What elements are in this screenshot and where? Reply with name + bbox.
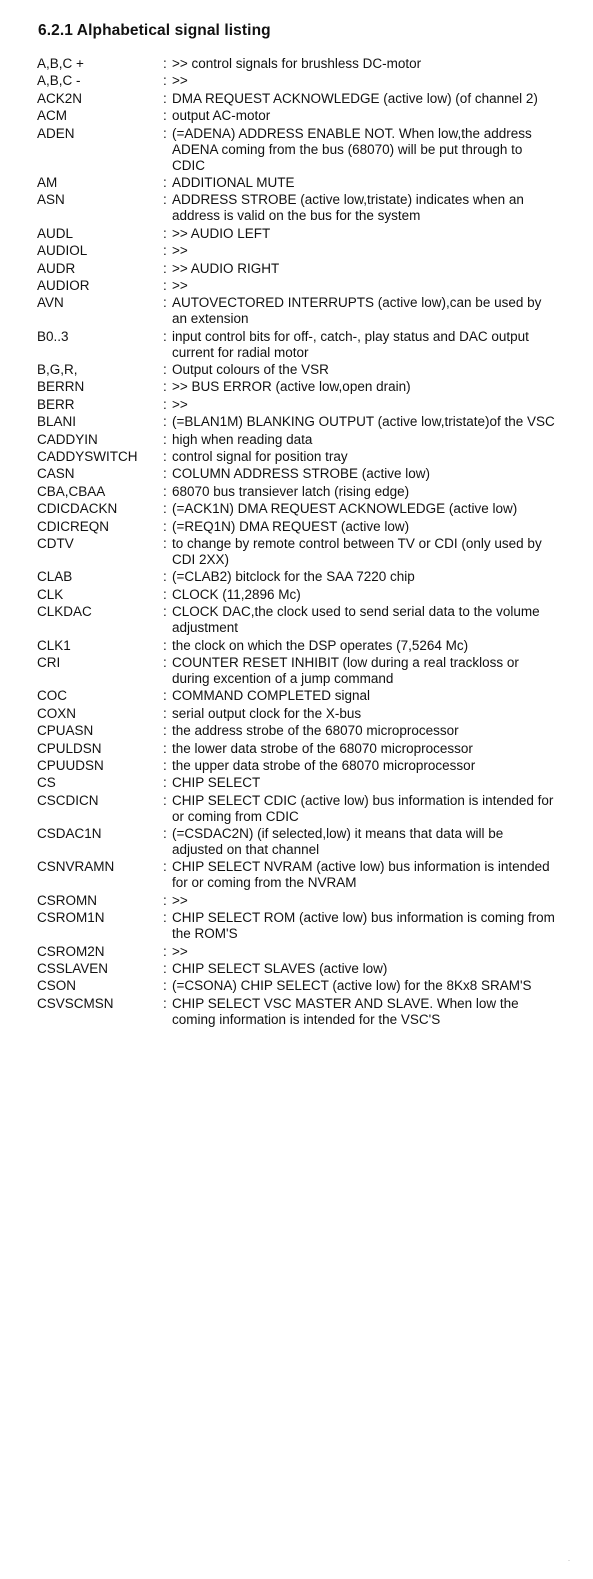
signal-row	[37, 484, 557, 500]
signal-name: CDTV	[37, 535, 74, 551]
signal-row	[37, 638, 557, 654]
colon-separator: :	[163, 892, 167, 908]
signal-name: CASN	[37, 466, 75, 482]
signal-row	[37, 329, 557, 361]
signal-row	[37, 192, 557, 224]
colon-separator: :	[163, 654, 167, 670]
colon-separator: :	[163, 740, 167, 756]
signal-name: COXN	[37, 705, 77, 721]
signal-name: CSROM2N	[37, 943, 105, 959]
signal-row	[37, 688, 557, 704]
signal-name: B,G,R,	[37, 362, 78, 378]
colon-separator: :	[163, 362, 167, 378]
signal-description: high when reading data	[172, 431, 313, 447]
signal-description: output AC-motor	[172, 108, 271, 124]
signal-name: CS	[37, 775, 56, 791]
colon-separator: :	[163, 243, 167, 259]
signal-row	[37, 793, 557, 825]
signal-description: (=ADENA) ADDRESS ENABLE NOT. When low,the address ADENA coming from the bus (68070) will be put through to CDIC	[172, 125, 532, 173]
colon-separator: :	[163, 688, 167, 704]
colon-separator: :	[163, 73, 167, 89]
signal-row	[37, 758, 557, 774]
signal-name: CRI	[37, 654, 61, 670]
colon-separator: :	[163, 586, 167, 602]
signal-row	[37, 56, 557, 72]
colon-separator: :	[163, 961, 167, 977]
signal-description: CHIP SELECT NVRAM (active low) bus information is intended for or coming from the NVRAM	[172, 859, 550, 891]
signal-name: CSDAC1N	[37, 826, 102, 842]
signal-row	[37, 775, 557, 791]
signal-description: the upper data strobe of the 68070 microprocessor	[172, 757, 476, 773]
colon-separator: :	[163, 90, 167, 106]
signal-name: CSVSCMSN	[37, 995, 114, 1011]
signal-name: BLANI	[37, 414, 77, 430]
signal-name: CSCDICN	[37, 792, 99, 808]
signal-description: CHIP SELECT VSC MASTER AND SLAVE. When low the coming information is intended for the VSC'S	[172, 995, 519, 1027]
signal-description: (=BLAN1M) BLANKING OUTPUT (active low,tristate)of the VSC	[172, 414, 555, 430]
signal-description: CLOCK DAC,the clock used to send serial data to the volume adjustment	[172, 604, 540, 636]
signal-description: ADDRESS STROBE (active low,tristate) indicates when an address is valid on the bus for the system	[172, 192, 524, 224]
signal-name: B0..3	[37, 328, 69, 344]
signal-row	[37, 261, 557, 277]
signal-name: CPULDSN	[37, 740, 102, 756]
colon-separator: :	[163, 295, 167, 311]
signal-description: DMA REQUEST ACKNOWLEDGE (active low) (of channel 2)	[172, 90, 538, 106]
signal-name: CDICDACKN	[37, 501, 118, 517]
signal-row	[37, 295, 557, 327]
signal-description: CHIP SELECT ROM (active low) bus information is coming from the ROM'S	[172, 910, 555, 942]
signal-description: (=REQ1N) DMA REQUEST (active low)	[172, 518, 410, 534]
colon-separator: :	[163, 535, 167, 551]
colon-separator: :	[163, 192, 167, 208]
signal-row	[37, 243, 557, 259]
signal-row	[37, 432, 557, 448]
signal-description: COMMAND COMPLETED signal	[172, 688, 371, 704]
colon-separator: :	[163, 859, 167, 875]
signal-row	[37, 278, 557, 294]
signal-description: CHIP SELECT SLAVES (active low)	[172, 961, 388, 977]
colon-separator: :	[163, 483, 167, 499]
signal-name: A,B,C -	[37, 73, 81, 89]
signal-description: CHIP SELECT CDIC (active low) bus information is intended for or coming from CDIC	[172, 792, 554, 824]
signal-description: >>	[172, 892, 188, 908]
page-speck: ·	[568, 1558, 570, 1564]
signal-row	[37, 91, 557, 107]
signal-row	[37, 859, 557, 891]
signal-description: the clock on which the DSP operates (7,5264 Mc)	[172, 637, 469, 653]
colon-separator: :	[163, 569, 167, 585]
signal-description: (=CSONA) CHIP SELECT (active low) for the 8Kx8 SRAM'S	[172, 978, 532, 994]
signal-description: >>	[172, 396, 188, 412]
signal-row	[37, 961, 557, 977]
signal-description: input control bits for off-, catch-, play status and DAC output current for radial motor	[172, 328, 529, 360]
signal-description: control signal for position tray	[172, 449, 348, 465]
signal-row	[37, 723, 557, 739]
colon-separator: :	[163, 757, 167, 773]
colon-separator: :	[163, 449, 167, 465]
signal-description: CHIP SELECT	[172, 775, 261, 791]
colon-separator: :	[163, 56, 167, 71]
signal-name: CLKDAC	[37, 604, 92, 620]
signal-row	[37, 108, 557, 124]
signal-name: CSSLAVEN	[37, 961, 109, 977]
colon-separator: :	[163, 125, 167, 141]
signal-description: >> AUDIO LEFT	[172, 225, 271, 241]
colon-separator: :	[163, 108, 167, 124]
signal-name: CSROMN	[37, 892, 97, 908]
signal-row	[37, 536, 557, 568]
signal-name: ASN	[37, 192, 65, 208]
signal-name: BERR	[37, 396, 75, 412]
signal-row	[37, 73, 557, 89]
signal-description: (=ACK1N) DMA REQUEST ACKNOWLEDGE (active low)	[172, 501, 518, 517]
signal-row	[37, 604, 557, 636]
signal-row	[37, 362, 557, 378]
signal-description: Output colours of the VSR	[172, 362, 329, 378]
signal-name: CLK	[37, 586, 64, 602]
colon-separator: :	[163, 518, 167, 534]
signal-row	[37, 706, 557, 722]
signal-description: ADDITIONAL MUTE	[172, 174, 295, 190]
colon-separator: :	[163, 910, 167, 926]
signal-name: CPUUDSN	[37, 757, 104, 773]
signal-row	[37, 126, 557, 174]
signal-name: CDICREQN	[37, 518, 110, 534]
signal-name: CSNVRAMN	[37, 859, 115, 875]
signal-name: AUDL	[37, 225, 74, 241]
signal-name: BERRN	[37, 379, 85, 395]
signal-name: CADDYIN	[37, 431, 98, 447]
signal-description: serial output clock for the X-bus	[172, 705, 362, 721]
signal-row	[37, 996, 557, 1028]
signal-description: >> AUDIO RIGHT	[172, 260, 280, 276]
signal-name: COC	[37, 688, 67, 704]
signal-description: COUNTER RESET INHIBIT (low during a real trackloss or during excention of a jump command	[172, 654, 519, 686]
signal-name: AUDR	[37, 260, 76, 276]
signal-name: AUDIOL	[37, 243, 88, 259]
section-heading: 6.2.1 Alphabetical signal listing	[38, 22, 271, 39]
signal-row	[37, 379, 557, 395]
colon-separator: :	[163, 174, 167, 190]
colon-separator: :	[163, 414, 167, 430]
signal-description: >>	[172, 73, 188, 89]
signal-name: AM	[37, 174, 58, 190]
colon-separator: :	[163, 225, 167, 241]
signal-name: AVN	[37, 295, 64, 311]
signal-row	[37, 569, 557, 585]
colon-separator: :	[163, 826, 167, 842]
signal-description: >>	[172, 943, 188, 959]
signal-name: CADDYSWITCH	[37, 449, 138, 465]
signal-row	[37, 978, 557, 994]
signal-row	[37, 466, 557, 482]
signal-row	[37, 587, 557, 603]
signal-description: (=CLAB2) bitclock for the SAA 7220 chip	[172, 569, 415, 585]
signal-description: (=CSDAC2N) (if selected,low) it means that data will be adjusted on that channel	[172, 826, 504, 858]
signal-name: CLAB	[37, 569, 73, 585]
signal-description: CLOCK (11,2896 Mc)	[172, 586, 301, 602]
signal-description: 68070 bus transiever latch (rising edge)	[172, 483, 410, 499]
colon-separator: :	[163, 501, 167, 517]
colon-separator: :	[163, 466, 167, 482]
colon-separator: :	[163, 396, 167, 412]
colon-separator: :	[163, 705, 167, 721]
signal-row	[37, 501, 557, 517]
signal-description: the address strobe of the 68070 microprocessor	[172, 723, 459, 739]
colon-separator: :	[163, 431, 167, 447]
colon-separator: :	[163, 792, 167, 808]
signal-description: >>	[172, 243, 188, 259]
signal-description: COLUMN ADDRESS STROBE (active low)	[172, 466, 431, 482]
colon-separator: :	[163, 943, 167, 959]
signal-description: AUTOVECTORED INTERRUPTS (active low),can be used by an extension	[172, 295, 542, 327]
signal-list	[37, 56, 557, 1029]
colon-separator: :	[163, 260, 167, 276]
signal-row	[37, 893, 557, 909]
signal-name: CBA,CBAA	[37, 483, 106, 499]
signal-name: CSROM1N	[37, 910, 105, 926]
signal-name: CSON	[37, 978, 77, 994]
signal-description: >>	[172, 277, 188, 293]
signal-row	[37, 519, 557, 535]
colon-separator: :	[163, 995, 167, 1011]
colon-separator: :	[163, 604, 167, 620]
signal-name: ADEN	[37, 125, 75, 141]
colon-separator: :	[163, 379, 167, 395]
signal-description: the lower data strobe of the 68070 microprocessor	[172, 740, 473, 756]
signal-name: ACK2N	[37, 90, 83, 106]
colon-separator: :	[163, 775, 167, 791]
colon-separator: :	[163, 328, 167, 344]
signal-row	[37, 449, 557, 465]
signal-row	[37, 655, 557, 687]
colon-separator: :	[163, 637, 167, 653]
signal-row	[37, 175, 557, 191]
signal-name: AUDIOR	[37, 277, 90, 293]
signal-name: A,B,C +	[37, 56, 84, 71]
signal-description: >> BUS ERROR (active low,open drain)	[172, 379, 411, 395]
signal-description: to change by remote control between TV or CDI (only used by CDI 2XX)	[172, 535, 542, 567]
signal-name: CLK1	[37, 637, 71, 653]
signal-row	[37, 397, 557, 413]
colon-separator: :	[163, 723, 167, 739]
colon-separator: :	[163, 978, 167, 994]
signal-row	[37, 826, 557, 858]
colon-separator: :	[163, 277, 167, 293]
signal-name: CPUASN	[37, 723, 94, 739]
signal-row	[37, 414, 557, 430]
signal-row	[37, 226, 557, 242]
signal-row	[37, 741, 557, 757]
signal-description: >> control signals for brushless DC-motor	[172, 56, 422, 71]
signal-row	[37, 944, 557, 960]
signal-name: ACM	[37, 108, 67, 124]
signal-row	[37, 910, 557, 942]
